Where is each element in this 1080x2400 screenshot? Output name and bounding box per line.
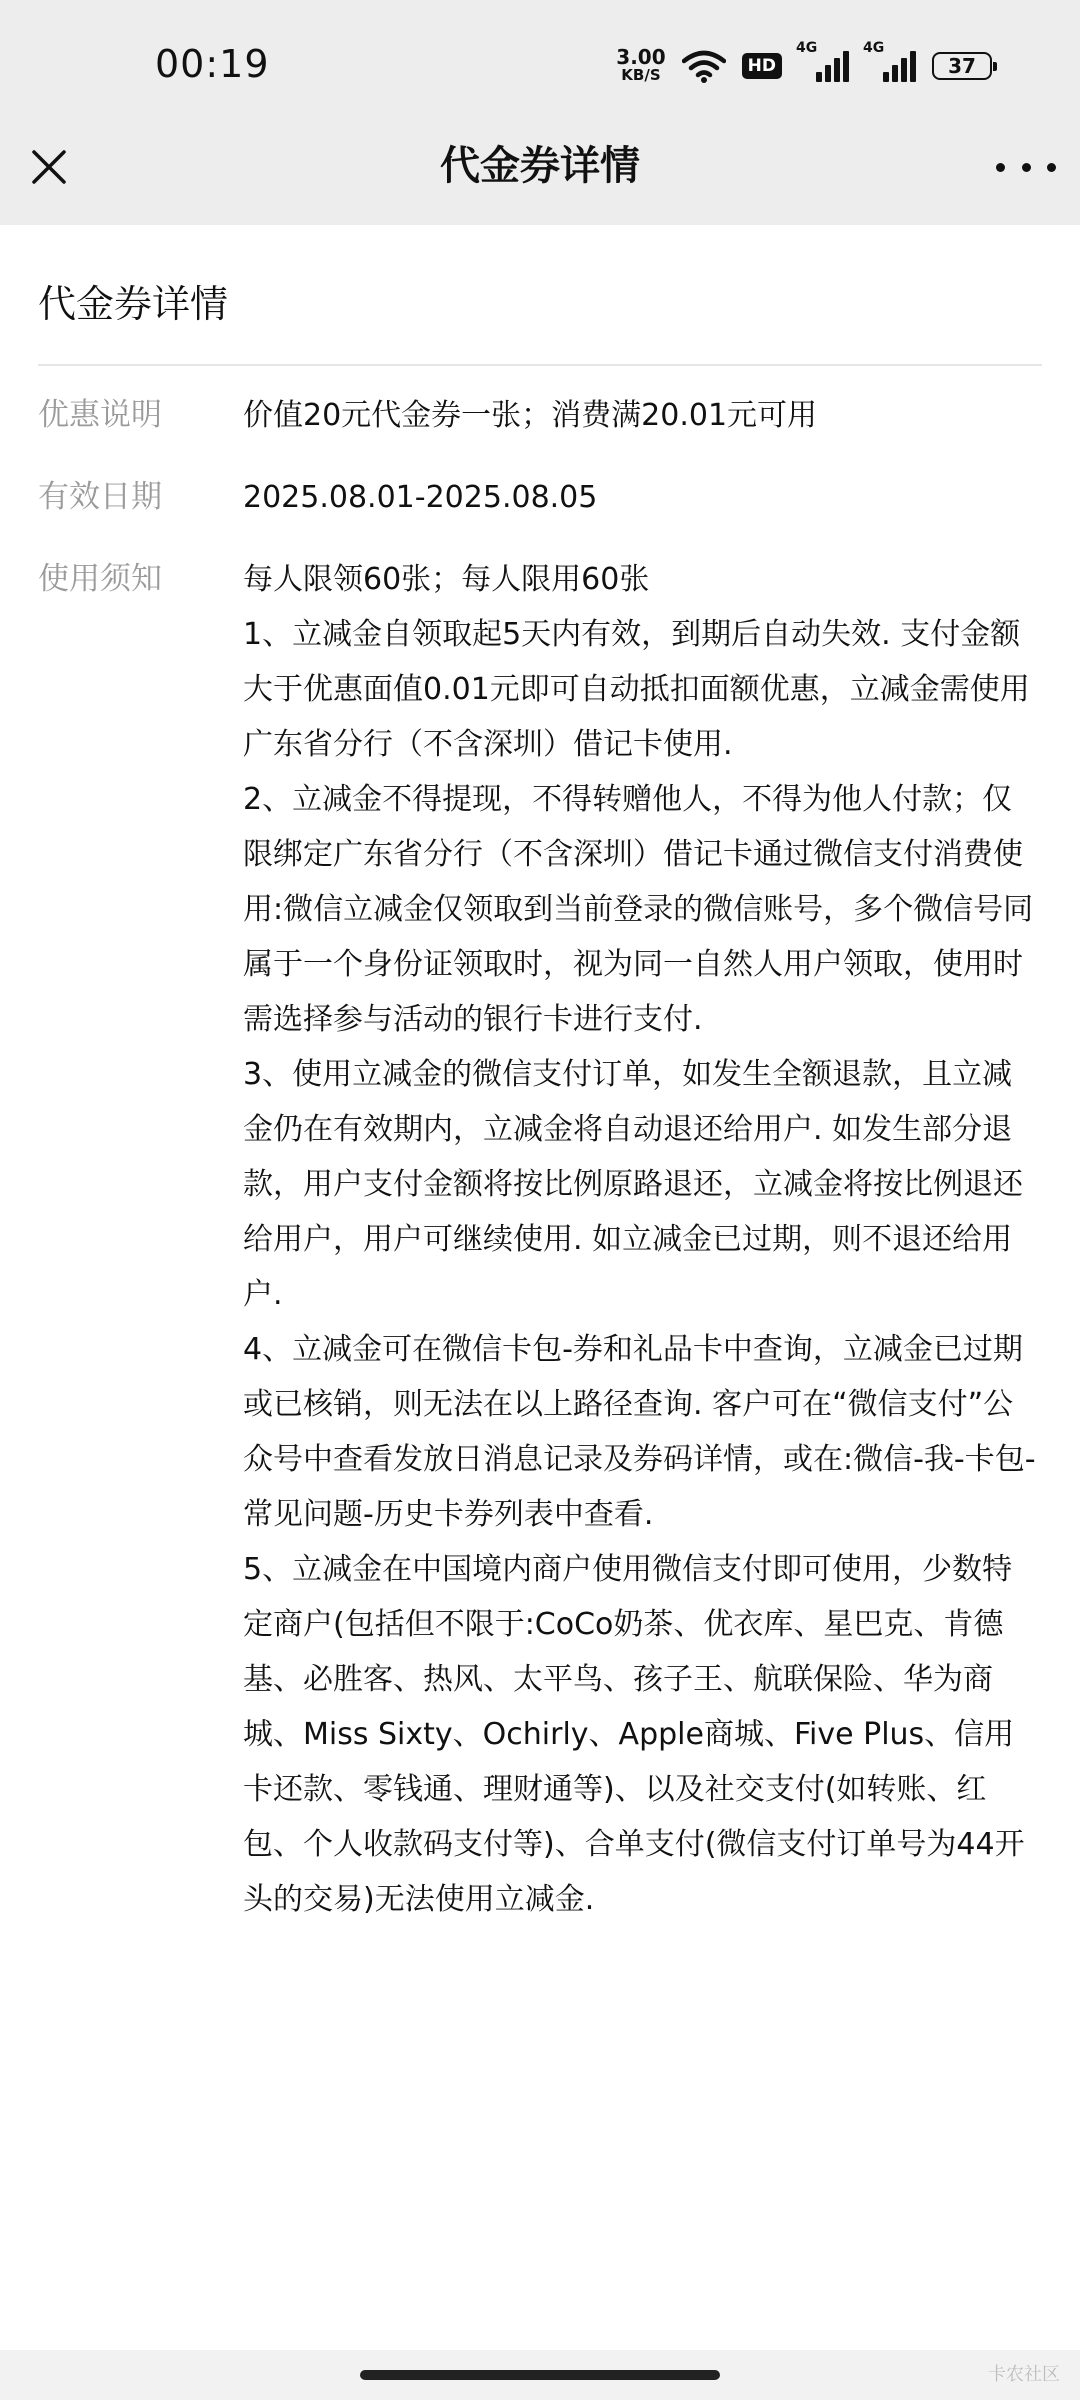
signal-2-label: 4G [863, 40, 885, 56]
detail-row-offer [38, 388, 1042, 443]
notes-paragraph: 每人限领60张；每人限用60张 [243, 562, 650, 597]
network-speed-value: 3.00 [616, 45, 666, 69]
hd-badge: HD [742, 53, 782, 79]
wifi-icon [682, 49, 726, 83]
status-time: 00:19 [155, 42, 270, 86]
gesture-bar [0, 2350, 1080, 2400]
notes-paragraph: 2、立减金不得提现，不得转赠他人，不得为他人付款；仅限绑定广东省分行（不含深圳）借记卡通过微信支付消费使用:微信立减金仅领取到当前登录的微信账号，多个微信号同属于一个身份证领取时，视为同一自然人用户领取，使用时需选择参与活动的银行卡进行支付. [243, 782, 1034, 1037]
network-speed [616, 45, 666, 84]
notes-paragraph: 4、立减金可在微信卡包-券和礼品卡中查询，立减金已过期或已核销，则无法在以上路径查询. 客户可在“微信支付”公众号中查看发放日消息记录及券码详情，或在:微信-我-卡包-常见问题-历史卡券列表中查看. [243, 1332, 1036, 1532]
section-title: 代金券详情 [38, 225, 1042, 366]
page-title: 代金券详情 [440, 143, 640, 189]
more-dot-icon [1022, 163, 1031, 172]
notes-paragraph: 1、立减金自领取起5天内有效，到期后自动失效. 支付金额大于优惠面值0.01元即可自动抵扣面额优惠，立减金需使用广东省分行（不含深圳）借记卡使用. [243, 617, 1030, 762]
notes-paragraph: 5、立减金在中国境内商户使用微信支付即可使用，少数特定商户(包括但不限于:CoCo奶茶、优衣库、星巴克、肯德基、必胜客、热风、太平鸟、孩子王、航联保险、华为商城、Miss Sixty、Ochirly、Apple商城、Five Plus、信用卡还款、零钱通、理财通等)、以及社交支付(如转账、红包、个人收款码支付等)、合单支付(微信支付订单号为44开头的交易)无法使用立减金. [243, 1552, 1025, 1917]
offer-value: 价值20元代金券一张；消费满20.01元可用 [243, 398, 818, 433]
voucher-detail-content [38, 225, 1042, 1927]
detail-row-validity [38, 470, 1042, 525]
status-icons [616, 40, 992, 88]
watermark: 卡农社区 [988, 2364, 1060, 2385]
signal-1-label: 4G [796, 40, 818, 56]
more-dot-icon [996, 163, 1005, 172]
more-button[interactable] [996, 142, 1056, 192]
detail-row-notes [38, 552, 1042, 1927]
notes-paragraph: 3、使用立减金的微信支付订单，如发生全额退款，且立减金仍在有效期内，立减金将自动退还给用户. 如发生部分退款，用户支付金额将按比例原路退还，立减金将按比例退还给用户，用户可继续使用. 如立减金已过期，则不退还给用户. [243, 1057, 1023, 1312]
top-area [0, 0, 1080, 225]
notes-value [243, 552, 1042, 1927]
home-indicator[interactable] [360, 2370, 720, 2380]
nav-bar [0, 130, 1080, 225]
battery-icon [932, 52, 992, 80]
offer-label: 优惠说明 [38, 397, 162, 433]
validity-label: 有效日期 [38, 479, 162, 515]
status-bar [0, 0, 1080, 130]
signal-icon-2 [863, 40, 916, 82]
validity-value: 2025.08.01-2025.08.05 [243, 480, 598, 515]
notes-label: 使用须知 [38, 561, 162, 597]
network-speed-unit: KB/S [621, 66, 661, 84]
signal-icon-1 [796, 40, 849, 82]
battery-level: 37 [948, 54, 976, 78]
more-dot-icon [1047, 163, 1056, 172]
